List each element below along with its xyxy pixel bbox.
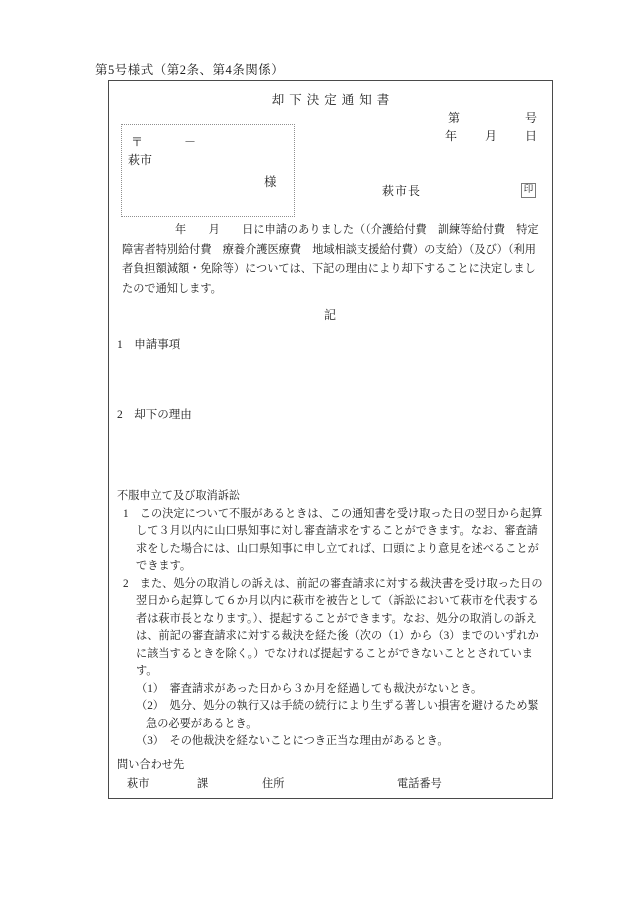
contact-fields-row — [117, 776, 547, 794]
notice-document-frame — [108, 80, 553, 799]
contact-field-phone: 電話番号 — [397, 778, 442, 790]
record-mark: 記 — [323, 308, 337, 322]
date-day-label: 日 — [524, 129, 537, 143]
appeal-subitem-2: （2） 処分、処分の執行又は手続の続行により生ずる著しい損害を避けるため緊急の必要があるとき。 — [136, 700, 539, 730]
document-number-line — [448, 109, 537, 126]
listed-item-application-matters: 1 申請事項 — [117, 339, 181, 351]
appeal-paragraph-1: 1 この決定について不服があるときは、この通知書を受け取った日の翌日から起算して３月以内に山口県知事に対し審査請求をすることができます。なお、審査請求をした場合には、山口県知事に申し立てれば、口頭により意見を述べることができます。 — [123, 507, 543, 572]
form-style-label: 第5号様式（第2条、第4条関係） — [95, 63, 285, 77]
postal-mark: 〒 — [131, 135, 144, 149]
document-number-prefix: 第 — [447, 111, 460, 125]
postal-dash: － — [184, 135, 197, 149]
addressee-box — [121, 124, 295, 217]
document-title: 却下決定通知書 — [271, 93, 395, 107]
contact-section — [117, 757, 547, 795]
postal-code-line — [131, 133, 196, 150]
appeal-subitem-1: （1） 審査請求があった日から３か月を経過しても裁決がないとき。 — [136, 682, 483, 695]
addressee-honorific: 様 — [264, 175, 277, 189]
appeal-heading: 不服申立て及び取消訴訟 — [117, 490, 241, 502]
addressee-city: 萩市 — [128, 153, 153, 167]
contact-field-department: 課 — [197, 778, 209, 790]
seal-mark: 印 — [521, 183, 536, 198]
appeal-subitem-3: （3） その他裁決を経ないことにつき正当な理由があるとき。 — [136, 735, 449, 747]
appeal-and-contact-section — [117, 488, 547, 794]
contact-field-address: 住所 — [262, 778, 285, 790]
contact-heading: 問い合わせ先 — [117, 758, 185, 771]
date-month-label: 月 — [484, 129, 497, 143]
sender-title: 萩市長 — [382, 184, 422, 198]
contact-field-city: 萩市 — [127, 778, 150, 790]
notice-body-paragraph: 年 月 日に申請のありました（（介護給付費 訓練等給付費 特定障害者特別給付費 療養介護医療費 地域相談支援給付費）の支給）（及び）（利用者負担額減額・免除等）については、下記の理由により却下することに決定しましたので通知します。 — [122, 224, 539, 295]
document-number-suffix: 号 — [524, 111, 537, 125]
date-year-label: 年 — [444, 129, 457, 143]
appeal-paragraph-2: 2 また、処分の取消しの訴えは、前記の審査請求に対する裁決書を受け取った日の翌日から起算して６か月以内に萩市を被告として（訴訟において萩市を代表する者は萩市長となります。）、提起することができます。なお、処分の取消しの訴えは、前記の審査請求に対する裁決を経た後（次の（1）から（3）までのいずれかに該当するときを除く。）でなければ提起することができないこととされています。 — [123, 577, 543, 677]
document-date-line — [445, 127, 537, 144]
listed-item-rejection-reason: 2 却下の理由 — [117, 409, 192, 421]
